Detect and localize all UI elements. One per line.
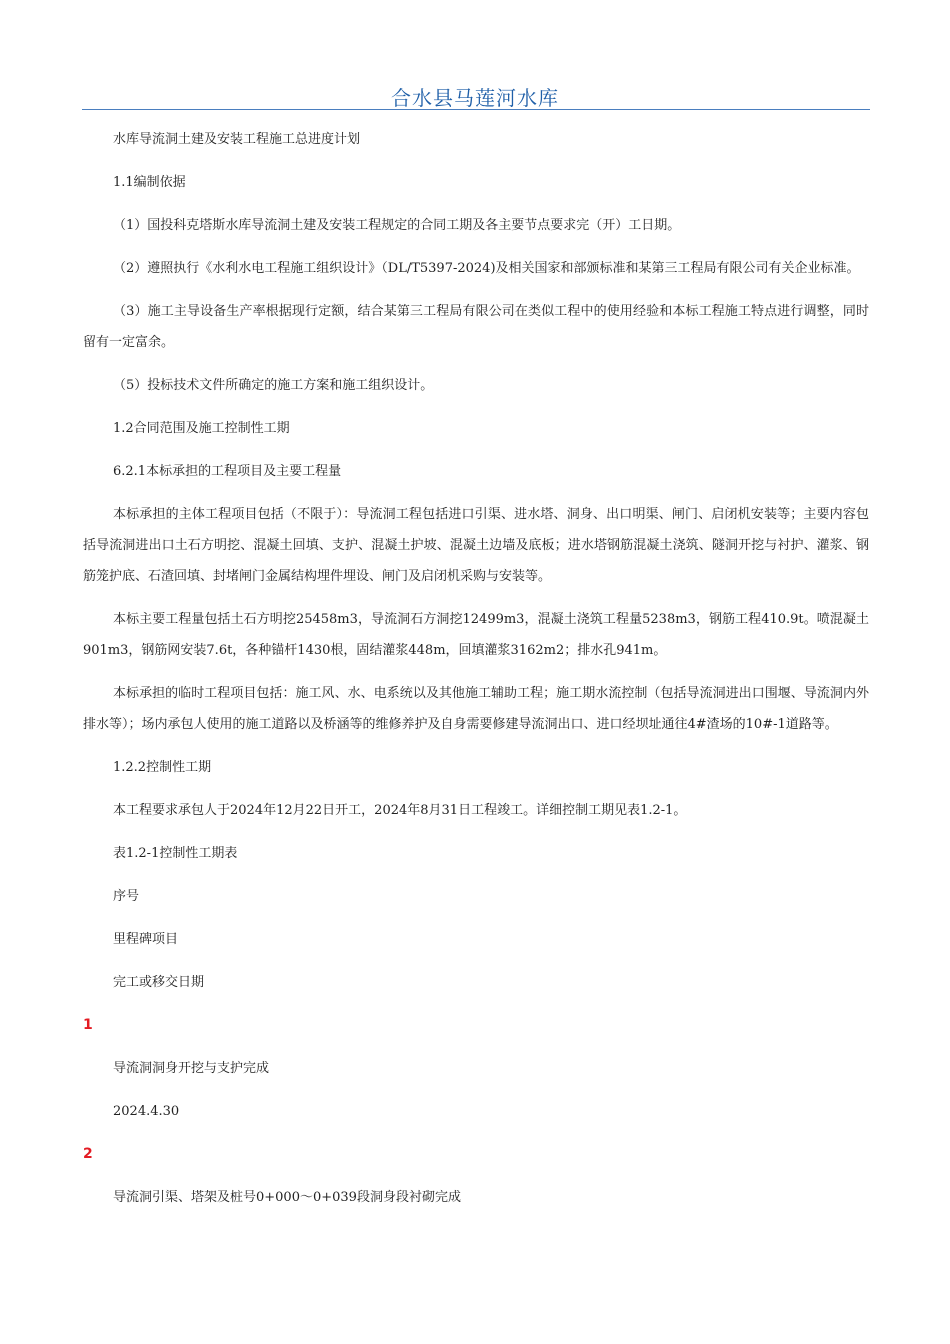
page-header-title: 合水县马莲河水库 [391, 86, 559, 110]
milestone-date: 2024.4.30 [113, 1104, 180, 1119]
milestone-number: 2 [83, 1146, 93, 1162]
basis-item-5: （5）投标技术文件所确定的施工方案和施工组织设计。 [113, 378, 434, 393]
table-caption: 表1.2-1控制性工期表 [113, 846, 238, 861]
schedule-paragraph: 本工程要求承包人于2024年12月22日开工，2024年8月31日工程竣工。详细控制工期见表1.2-1。 [113, 803, 687, 818]
section-heading-1-2: 1.2合同范围及施工控制性工期 [113, 421, 290, 436]
table-header-number: 序号 [113, 889, 140, 904]
scope-paragraph: 本标承担的主体工程项目包括（不限于）：导流洞工程包括进口引渠、进水塔、洞身、出口明渠、闸门、启闭机安装等；主要内容包括导流洞进出口土石方明挖、混凝土回填、支护、混凝土护坡、混凝土边墙及底板；进水塔钢筋混凝土浇筑、隧洞开挖与衬护、灌浆、钢筋笼护底、石渣回填、封堵闸门金属结构埋件埋设、闸门及启闭机采购与安装等。 [83, 507, 869, 584]
section-heading-1-1: 1.1编制依据 [113, 175, 186, 190]
milestone-item: 导流洞引渠、塔架及桩号0+000～0+039段洞身段衬砌完成 [113, 1190, 461, 1205]
header-divider [82, 109, 870, 110]
section-heading-6-2-1: 6.2.1本标承担的工程项目及主要工程量 [113, 464, 342, 479]
basis-item-1: （1）国投科克塔斯水库导流洞土建及安装工程规定的合同工期及各主要节点要求完（开）工日期。 [113, 218, 681, 233]
milestone-number: 1 [83, 1017, 93, 1033]
quantities-paragraph: 本标主要工程量包括土石方明挖25458m3，导流洞石方洞挖12499m3，混凝土浇筑工程量5238m3，钢筋工程410.9t。喷混凝土901m3，钢筋网安装7.6t，各种锚杆1430根，固结灌浆448m，回填灌浆3162m2；排水孔941m。 [83, 612, 869, 658]
basis-item-3: （3）施工主导设备生产率根据现行定额，结合某第三工程局有限公司在类似工程中的使用经验和本标工程施工特点进行调整，同时留有一定富余。 [83, 304, 869, 350]
doc-heading: 水库导流洞土建及安装工程施工总进度计划 [113, 132, 361, 147]
section-heading-1-2-2: 1.2.2控制性工期 [113, 760, 212, 775]
temporary-works-paragraph: 本标承担的临时工程项目包括：施工风、水、电系统以及其他施工辅助工程；施工期水流控制（包括导流洞进出口围堰、导流洞内外排水等）；场内承包人使用的施工道路以及桥涵等的维修养护及自身需要修建导流洞出口、进口经坝址通往4#渣场的10#-1道路等。 [83, 686, 869, 732]
document-body [83, 124, 869, 1225]
table-header-date: 完工或移交日期 [113, 975, 205, 990]
table-header-milestone: 里程碑项目 [113, 932, 179, 947]
milestone-item: 导流洞洞身开挖与支护完成 [113, 1061, 270, 1076]
basis-item-2: （2）遵照执行《水利水电工程施工组织设计》（DL/T5397-2024)及相关国家和部颁标准和某第三工程局有限公司有关企业标准。 [113, 261, 860, 276]
